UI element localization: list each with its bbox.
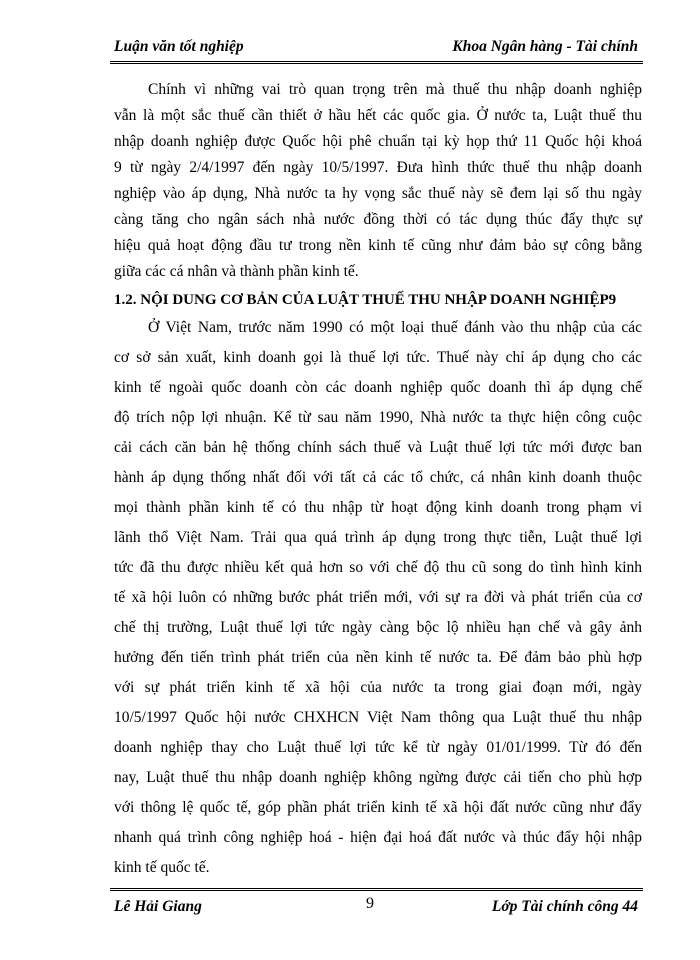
text-line: tế xã hội luôn có những bước phát triển mới, với sự ra đời và phát triển của cơ xyxy=(114,589,642,606)
footer-divider xyxy=(110,888,643,891)
text-line: cơ sở sản xuất, kinh doanh gọi là thuế lợi tức. Thuế này chỉ áp dụng cho các xyxy=(114,349,642,366)
text-line: hành áp dụng thống nhất đối với tất cả các tổ chức, cá nhân kinh doanh thuộc xyxy=(114,469,642,486)
text-line: kinh tế ngoài quốc doanh còn các doanh nghiệp quốc doanh thì áp dụng chế xyxy=(114,379,642,396)
footer-author: Lê Hải Giang xyxy=(114,898,202,915)
footer-class: Lớp Tài chính công 44 xyxy=(491,898,638,915)
text-line: mọi thành phần kinh tế có thu nhập từ hoạt động kinh doanh trong phạm vi xyxy=(114,499,642,516)
text-line: càng tăng cho ngân sách nhà nước đồng thời có tác dụng thúc đẩy thực sự xyxy=(114,211,642,228)
header-divider xyxy=(110,61,643,64)
text-line: cải cách căn bản hệ thống chính sách thuế và Luật thuế lợi tức mới được ban xyxy=(114,439,642,456)
header-right: Khoa Ngân hàng - Tài chính xyxy=(452,38,638,55)
text-line: nhanh quá trình công nghiệp hoá - hiện đại hoá đất nước và thúc đẩy hội nhập xyxy=(114,829,642,846)
text-line: vẫn là một sắc thuế cần thiết ở hầu hết các quốc gia. Ở nước ta, Luật thuế thu xyxy=(114,107,642,124)
text-line: tức đã thu được nhiều kết quả hơn so với chế độ thu cũ song do tình hình kinh xyxy=(114,559,642,576)
text-line: chế thị trường, Luật thuế lợi tức ngày càng bộc lộ nhiều hạn chế và gây ảnh xyxy=(114,619,642,636)
text-line: Ở Việt Nam, trước năm 1990 có một loại thuế đánh vào thu nhập của các xyxy=(148,319,642,336)
text-line: với thông lệ quốc tế, góp phần phát triển kinh tế xã hội đất nước cũng như đẩy xyxy=(114,799,642,816)
section-heading: 1.2. NỘI DUNG CƠ BẢN CỦA LUẬT THUẾ THU NHẬP DOANH NGHIỆP9 xyxy=(114,292,617,308)
text-line: hưởng đến tiến trình phát triển của nền kinh tế nước ta. Để đảm bảo phù hợp xyxy=(114,649,642,666)
header-left: Luận văn tốt nghiệp xyxy=(114,38,244,55)
text-line: độ trích nộp lợi nhuận. Kể từ sau năm 1990, Nhà nước ta thực hiện công cuộc xyxy=(114,409,642,426)
text-line: hiệu quả hoạt động đầu tư trong nền kinh tế cũng như đảm bảo sự công bằng xyxy=(114,237,642,254)
text-line: kinh tế quốc tế. xyxy=(114,859,210,876)
page-number: 9 xyxy=(366,895,374,912)
text-line: giữa các cá nhân và thành phần kinh tế. xyxy=(114,263,359,280)
text-line: nhập doanh nghiệp được Quốc hội phê chuẩn tại kỳ họp thứ 11 Quốc hội khoá xyxy=(114,133,642,150)
text-line: 9 từ ngày 2/4/1997 đến ngày 10/5/1997. Đưa hình thức thuế thu nhập doanh xyxy=(114,159,642,176)
text-line: doanh nghiệp thay cho Luật thuế lợi tức kể từ ngày 01/01/1999. Từ đó đến xyxy=(114,739,642,756)
text-line: với sự phát triển kinh tế xã hội của nước ta trong giai đoạn mới, ngày xyxy=(114,679,642,696)
text-line: Chính vì những vai trò quan trọng trên mà thuế thu nhập doanh nghiệp xyxy=(148,81,642,98)
text-line: nghiệp vào áp dụng, Nhà nước ta hy vọng sắc thuế này sẽ đem lại số thu ngày xyxy=(114,185,642,202)
text-line: nay, Luật thuế thu nhập doanh nghiệp không ngừng được cải tiến cho phù hợp xyxy=(114,769,642,786)
text-line: lãnh thổ Việt Nam. Trải qua quá trình áp dụng trong thực tiễn, Luật thuế lợi xyxy=(114,529,642,546)
text-line: 10/5/1997 Quốc hội nước CHXHCN Việt Nam thông qua Luật thuế thu nhập xyxy=(114,709,642,726)
